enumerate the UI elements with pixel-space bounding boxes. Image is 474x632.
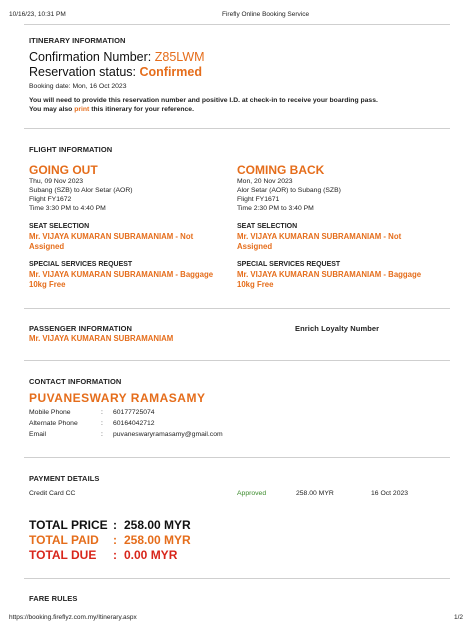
outbound-time: Time 3:30 PM to 4:40 PM xyxy=(29,205,106,212)
outbound-route: Subang (SZB) to Alor Setar (AOR) xyxy=(29,187,133,194)
email-sep: : xyxy=(101,431,103,438)
outbound-ssr-line-2: 10kg Free xyxy=(29,280,66,289)
coming-back-heading: COMING BACK xyxy=(237,163,325,177)
notice-post: this itinerary for your reference. xyxy=(91,106,194,113)
payment-section-title: PAYMENT DETAILS xyxy=(29,474,100,483)
total-price-value: 258.00 MYR xyxy=(124,518,191,532)
alternate-phone-label: Alternate Phone xyxy=(29,420,78,427)
flight-section-title: FLIGHT INFORMATION xyxy=(29,145,113,154)
email-value: puvaneswaryramasamy@gmail.com xyxy=(113,431,223,438)
print-title: Firefly Online Booking Service xyxy=(222,11,310,18)
alternate-phone-sep: : xyxy=(101,420,103,427)
mobile-phone-sep: : xyxy=(101,409,103,416)
return-ssr-line-2: 10kg Free xyxy=(237,280,274,289)
divider xyxy=(24,360,450,361)
total-paid-sep: : xyxy=(113,533,117,547)
divider xyxy=(24,128,450,129)
payment-amount: 258.00 MYR xyxy=(296,490,334,497)
passenger-section-title: PASSENGER INFORMATION xyxy=(29,324,133,333)
status-label: Reservation status: xyxy=(29,65,136,79)
divider xyxy=(24,24,450,25)
confirmation-number: Z85LWM xyxy=(154,50,205,64)
alternate-phone-value: 60164042712 xyxy=(113,420,155,427)
status-line xyxy=(29,65,202,79)
loyalty-label: Enrich Loyalty Number xyxy=(295,324,380,333)
booking-date: Booking date: Mon, 16 Oct 2023 xyxy=(29,83,127,90)
return-route: Alor Setar (AOR) to Subang (SZB) xyxy=(237,187,341,194)
fare-rules-section-title: FARE RULES xyxy=(29,594,78,603)
total-paid-label: TOTAL PAID xyxy=(29,533,99,547)
return-seat-line-1: Mr. VIJAYA KUMARAN SUBRAMANIAM - Not xyxy=(237,232,402,241)
footer-url: https://booking.fireflyz.com.my/Itinerary.aspx xyxy=(9,614,137,621)
going-out-heading: GOING OUT xyxy=(29,163,98,177)
total-price-label: TOTAL PRICE xyxy=(29,518,108,532)
contact-name: PUVANESWARY RAMASAMY xyxy=(29,391,206,405)
footer-page-number: 1/2 xyxy=(454,614,464,621)
payment-date: 16 Oct 2023 xyxy=(371,490,409,497)
total-due-value: 0.00 MYR xyxy=(124,548,178,562)
divider xyxy=(24,308,450,309)
notice-line-1: You will need to provide this reservation number and positive I.D. at check-in to receive your boarding pass. xyxy=(29,97,378,104)
return-time: Time 2:30 PM to 3:40 PM xyxy=(237,205,314,212)
payment-method: Credit Card CC xyxy=(29,490,76,497)
total-price-sep: : xyxy=(113,518,117,532)
itinerary-section-title: ITINERARY INFORMATION xyxy=(29,36,126,45)
print-link[interactable]: print xyxy=(74,106,90,113)
notice-line-2 xyxy=(29,106,194,113)
return-ssr-line-1: Mr. VIJAYA KUMARAN SUBRAMANIAM - Baggage xyxy=(237,270,422,279)
return-date: Mon, 20 Nov 2023 xyxy=(237,178,293,185)
notice-pre: You may also xyxy=(29,106,73,113)
return-seat-line-2: Assigned xyxy=(237,242,273,251)
outbound-seat-line-1: Mr. VIJAYA KUMARAN SUBRAMANIAM - Not xyxy=(29,232,194,241)
divider xyxy=(24,578,450,579)
status-value: Confirmed xyxy=(139,65,202,79)
outbound-ssr-line-1: Mr. VIJAYA KUMARAN SUBRAMANIAM - Baggage xyxy=(29,270,214,279)
outbound-date: Thu, 09 Nov 2023 xyxy=(29,178,84,185)
print-datetime: 10/16/23, 10:31 PM xyxy=(9,11,66,18)
return-ssr-label: SPECIAL SERVICES REQUEST xyxy=(237,261,341,268)
total-paid-value: 258.00 MYR xyxy=(124,533,191,547)
mobile-phone-value: 60177725074 xyxy=(113,409,155,416)
outbound-flight-number: Flight FY1672 xyxy=(29,196,72,203)
total-due-label: TOTAL DUE xyxy=(29,548,97,562)
outbound-ssr-label: SPECIAL SERVICES REQUEST xyxy=(29,261,133,268)
return-seat-label: SEAT SELECTION xyxy=(237,223,298,230)
outbound-seat-label: SEAT SELECTION xyxy=(29,223,90,230)
return-flight-number: Flight FY1671 xyxy=(237,196,280,203)
email-label: Email xyxy=(29,431,46,438)
passenger-name: Mr. VIJAYA KUMARAN SUBRAMANIAM xyxy=(29,334,174,343)
confirmation-label: Confirmation Number: xyxy=(29,50,152,64)
outbound-seat-line-2: Assigned xyxy=(29,242,65,251)
mobile-phone-label: Mobile Phone xyxy=(29,409,71,416)
contact-section-title: CONTACT INFORMATION xyxy=(29,377,122,386)
confirmation-line xyxy=(29,50,205,64)
total-due-sep: : xyxy=(113,548,117,562)
payment-status: Approved xyxy=(237,490,267,497)
divider xyxy=(24,457,450,458)
